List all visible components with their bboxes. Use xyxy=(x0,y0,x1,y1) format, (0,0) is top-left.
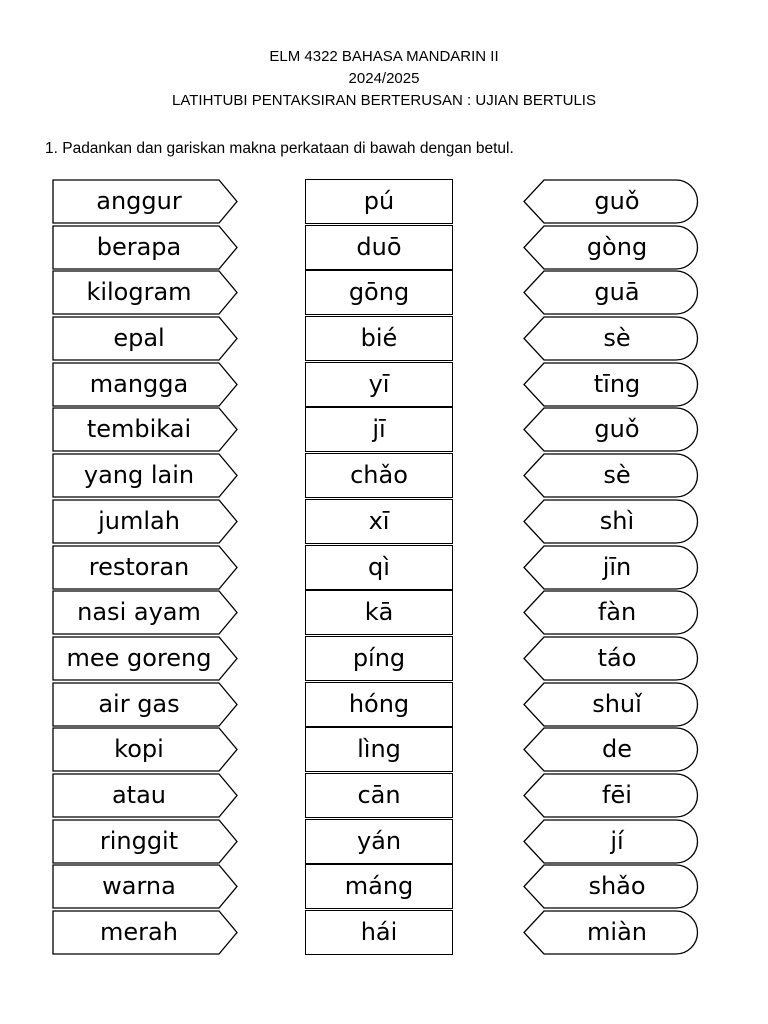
right-item-label: táo xyxy=(597,643,637,672)
course-title: ELM 4322 BAHASA MANDARIN II xyxy=(269,48,499,65)
left-item-label: kopi xyxy=(114,735,164,764)
mid-item-label: gōng xyxy=(348,278,410,307)
mid-item-label: chǎo xyxy=(350,461,408,490)
left-item-label: yang lain xyxy=(83,461,195,490)
right-item-label: fēi xyxy=(602,780,632,809)
right-item-label: de xyxy=(602,735,632,764)
left-item-label: jumlah xyxy=(98,506,180,535)
mid-item-label: yán xyxy=(356,826,402,855)
mid-item-label: jī xyxy=(372,415,386,444)
right-item-label: jí xyxy=(610,826,624,855)
left-item-label: nasi ayam xyxy=(77,598,201,627)
mid-item-label: máng xyxy=(344,872,414,901)
mid-item-label: bié xyxy=(360,324,398,353)
mid-item-label: cān xyxy=(357,780,401,809)
mid-item-label: duō xyxy=(356,232,402,261)
right-item-label: sè xyxy=(603,461,631,490)
question-instruction: 1. Padankan dan gariskan makna perkataan di bawah dengan betul. xyxy=(45,140,514,157)
right-item-label: gòng xyxy=(586,232,648,261)
right-item-label: guǒ xyxy=(594,187,640,215)
right-item-label: sè xyxy=(603,324,631,353)
right-item-label: tīng xyxy=(593,369,641,398)
academic-year: 2024/2025 xyxy=(348,70,420,87)
right-item-label: shuǐ xyxy=(592,689,642,718)
left-item-label: mangga xyxy=(89,369,189,398)
right-item-label: guǒ xyxy=(594,415,640,444)
left-item-label: ringgit xyxy=(99,826,179,855)
right-item-label: fàn xyxy=(597,598,637,627)
mid-item-label: píng xyxy=(352,643,406,672)
mid-item-label: hái xyxy=(360,918,398,946)
left-item-label: air gas xyxy=(98,689,180,718)
mid-item-label: hóng xyxy=(348,689,410,718)
left-item-label: tembikai xyxy=(86,415,192,444)
left-item-label: kilogram xyxy=(86,278,192,307)
right-item-label: shì xyxy=(599,506,635,535)
left-item-label: anggur xyxy=(96,187,182,215)
left-item-label: warna xyxy=(102,872,176,901)
left-item-label: atau xyxy=(111,780,167,809)
right-item-label: miàn xyxy=(587,918,647,946)
left-item-label: restoran xyxy=(88,552,190,581)
mid-item-label: lìng xyxy=(357,735,401,764)
right-item-label: jīn xyxy=(602,552,632,581)
right-item-label: guā xyxy=(594,278,640,307)
mid-item-label: xī xyxy=(368,506,390,535)
left-item-label: mee goreng xyxy=(66,643,212,672)
mid-item-label: qì xyxy=(368,552,390,581)
mid-item-label: yī xyxy=(368,369,390,398)
left-item-label: merah xyxy=(100,918,178,946)
mid-item-label: kā xyxy=(364,598,394,627)
left-item-label: berapa xyxy=(96,232,182,261)
right-item-label: shǎo xyxy=(588,872,646,901)
mid-item-label: pú xyxy=(363,187,395,215)
left-item-label: epal xyxy=(113,324,165,353)
worksheet-header xyxy=(0,46,768,112)
assessment-title: LATIHTUBI PENTAKSIRAN BERTERUSAN : UJIAN BERTULIS xyxy=(172,92,596,109)
